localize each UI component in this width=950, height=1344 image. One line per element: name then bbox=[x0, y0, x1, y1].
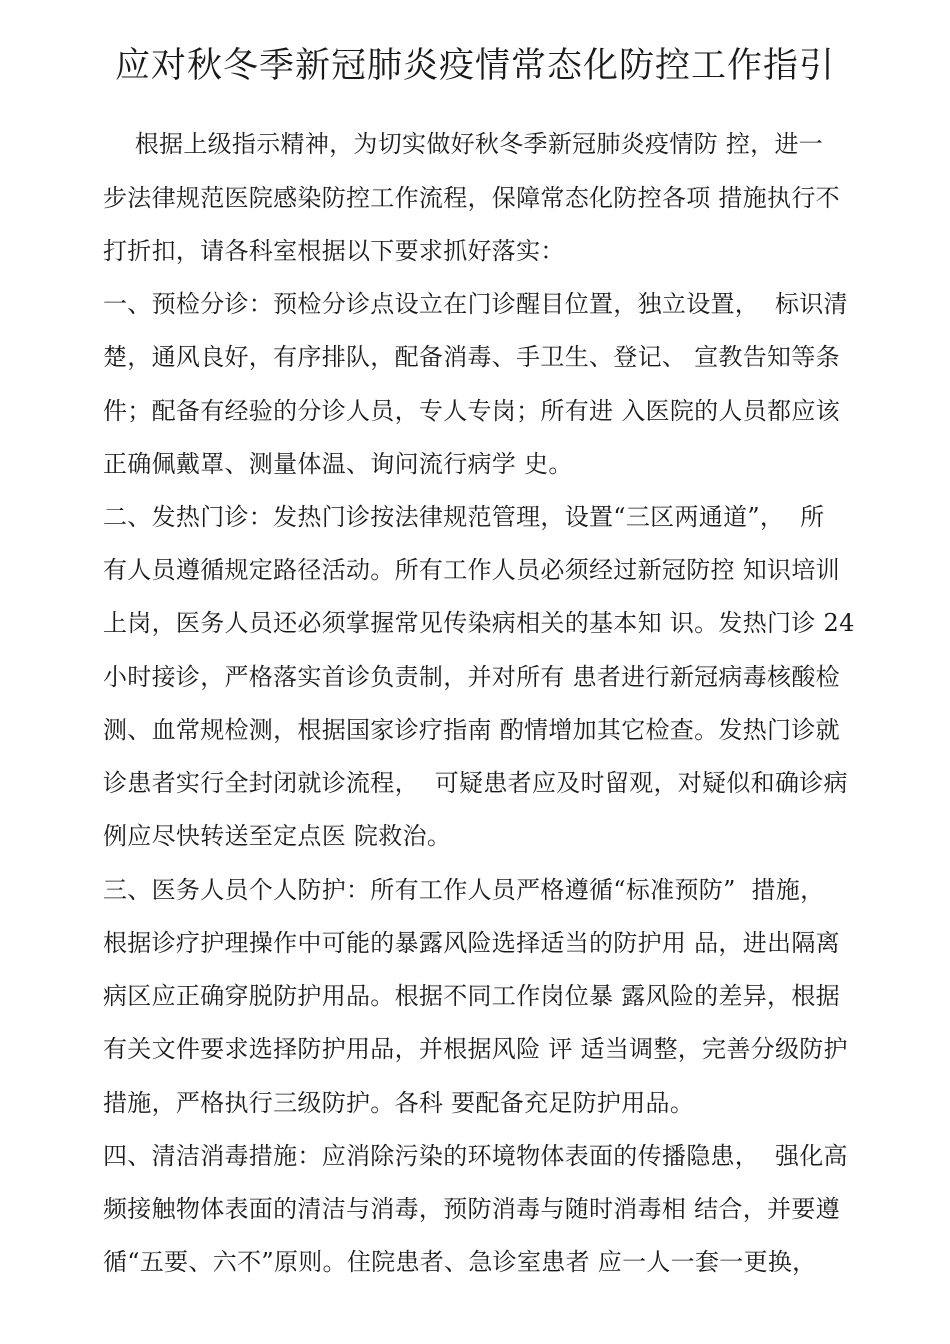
body-line-3: 打折扣，请各科室根据以下要求抓好落实： bbox=[103, 237, 565, 265]
body-line-8: 二、发热门诊：发热门诊按法律规范管理，设置“三区两通道”， 所 bbox=[103, 503, 825, 531]
body-line-11: 小时接诊，严格落实首诊负责制，并对所有 患者进行新冠病毒核酸检 bbox=[103, 663, 840, 691]
body-line-1: 根据上级指示精神，为切实做好秋冬季新冠肺炎疫情防 控，进一 bbox=[103, 130, 824, 158]
document-title: 应对秋冬季新冠肺炎疫情常态化防控工作指引 bbox=[114, 46, 835, 87]
body-line-16: 根据诊疗护理操作中可能的暴露风险选择适当的防护用 品，进出隔离 bbox=[103, 929, 840, 957]
body-line-13: 诊患者实行全封闭就诊流程， 可疑患者应及时留观，对疑似和确诊病 bbox=[103, 769, 848, 797]
body-line-20: 四、清洁消毒措施：应消除污染的环境物体表面的传播隐患， 强化高 bbox=[103, 1142, 848, 1170]
body-line-9: 有人员遵循规定路径活动。所有工作人员必须经过新冠防控 知识培训 bbox=[103, 556, 840, 584]
body-line-12: 测、血常规检测，根据国家诊疗指南 酌情增加其它检查。发热门诊就 bbox=[103, 716, 840, 744]
body-line-21: 频接触物体表面的清洁与消毒，预防消毒与随时消毒相 结合，并要遵 bbox=[103, 1195, 840, 1223]
body-line-19: 措施，严格执行三级防护。各科 要配备充足防护用品。 bbox=[103, 1089, 695, 1117]
body-line-4: 一、预检分诊：预检分诊点设立在门诊醒目位置，独立设置， 标识清 bbox=[103, 290, 848, 318]
body-line-7: 正确佩戴罩、测量体温、询问流行病学 史。 bbox=[103, 450, 573, 478]
body-line-10: 上岗，医务人员还必须掌握常见传染病相关的基本知 识。发热门诊 24 bbox=[103, 609, 855, 637]
body-line-15: 三、医务人员个人防护：所有工作人员严格遵循“标准预防” 措施， bbox=[103, 876, 825, 904]
body-line-18: 有关文件要求选择防护用品，并根据风险 评 适当调整，完善分级防护 bbox=[103, 1035, 848, 1063]
body-line-17: 病区应正确穿脱防护用品。根据不同工作岗位暴 露风险的差异，根据 bbox=[103, 982, 840, 1010]
body-line-2: 步法律规范医院感染防控工作流程，保障常态化防控各项 措施执行不 bbox=[103, 184, 840, 212]
body-line-6: 件；配备有经验的分诊人员，专人专岗；所有进 入医院的人员都应该 bbox=[103, 397, 840, 425]
body-line-5: 楚，通风良好，有序排队，配备消毒、手卫生、登记、 宣教告知等条 bbox=[103, 343, 840, 371]
body-line-14: 例应尽快转送至定点医 院救治。 bbox=[103, 822, 452, 850]
body-line-22: 循“五要、六不”原则。住院患者、急诊室患者 应一人一套一更换， bbox=[103, 1248, 817, 1276]
